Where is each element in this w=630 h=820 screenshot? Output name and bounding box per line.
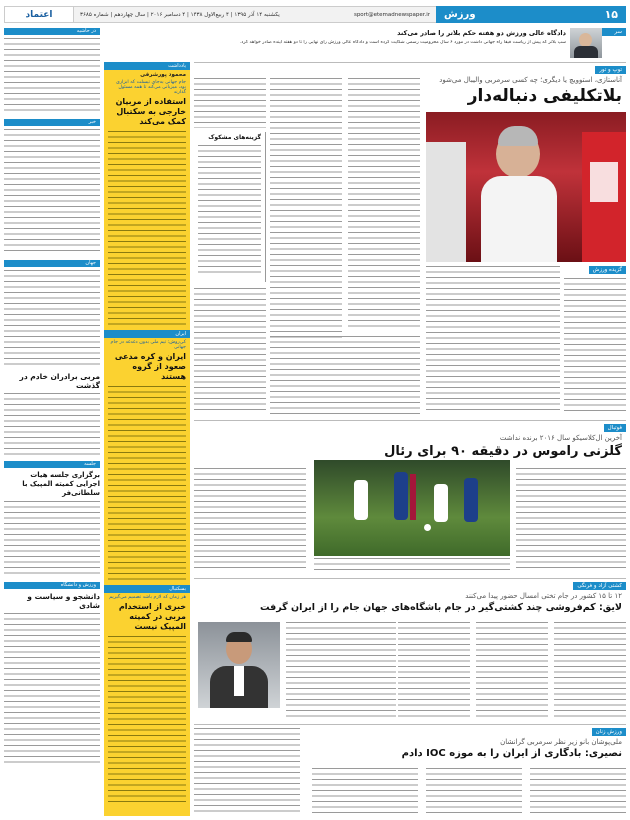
yellow-headline-2: ایران و کره مدعی صعود از گروه هستند bbox=[114, 352, 186, 381]
issue-line: یکشنبه ۱۴ آذر ۱۳۹۵ | ۴ ربیع‌الاول ۱۴۳۸ | ۴ دسامبر ۲۰۱۶ | سال چهاردهم | شماره ۳۶۸۵ bbox=[80, 11, 280, 18]
wrestling-story bbox=[194, 582, 626, 722]
ioc-text-col-3 bbox=[312, 768, 418, 814]
left-text-block-2 bbox=[4, 129, 100, 254]
wrestling-headline: لایق: کم‌فروشی چند کشتی‌گیر در جام باشگاه‌های جهان جام را از ایران گرفت bbox=[259, 602, 622, 613]
yellow-headline-1: استفاده از مربیان خارجی به سکتبال کمک می‌کند bbox=[115, 97, 186, 126]
side-box bbox=[194, 132, 266, 282]
volleyball-text-col-2 bbox=[270, 78, 342, 338]
volleyball-text-col-1 bbox=[348, 78, 420, 328]
volleyball-headline: بلاتکلیفی دنباله‌دار bbox=[467, 86, 622, 106]
yellow-text-block-3 bbox=[108, 636, 186, 806]
volleyball-kicker: توپ و تور bbox=[595, 66, 626, 74]
wrestling-text-col-4 bbox=[286, 622, 396, 720]
football-subhead: آخرین ال‌کلاسیکو سال ۲۰۱۶ برنده نداشت bbox=[499, 434, 622, 442]
author-name: محمود پورشرفی bbox=[140, 72, 186, 78]
left-kicker-1: در حاشیه bbox=[4, 28, 100, 35]
yellow-opinion-column bbox=[104, 62, 190, 816]
ioc-kicker: ورزش زنان bbox=[592, 728, 626, 736]
left-kicker-5: ورزش و دانشگاه bbox=[4, 582, 100, 589]
yellow-kicker-1: یادداشت bbox=[104, 62, 190, 70]
volleyball-side-text bbox=[564, 278, 626, 414]
ioc-text-col-4 bbox=[194, 728, 300, 814]
section-bar bbox=[436, 6, 626, 23]
volleyball-story bbox=[194, 66, 626, 418]
yellow-text-block-2 bbox=[108, 386, 186, 581]
yellow-text-block-1 bbox=[108, 131, 186, 326]
football-story bbox=[194, 424, 626, 574]
issue-meta bbox=[74, 6, 436, 23]
wrestling-official-photo bbox=[198, 622, 280, 708]
wrestling-text-col-1 bbox=[554, 622, 626, 720]
ioc-story bbox=[194, 728, 626, 816]
yellow-sub-3: هر زمان که لازم باشد تصمیم می‌گیریم bbox=[109, 595, 186, 600]
top-story bbox=[194, 28, 626, 60]
football-text-col-2 bbox=[194, 468, 306, 572]
email-link[interactable]: sport@etemadnewspaper.ir bbox=[353, 11, 430, 18]
blatter-photo bbox=[570, 28, 602, 58]
volleyball-coach-photo bbox=[426, 112, 626, 262]
left-text-block-1 bbox=[4, 38, 100, 113]
volleyball-text-col-4 bbox=[194, 288, 266, 414]
wrestling-text-col-3 bbox=[398, 622, 470, 720]
yellow-sub-2: کی‌روش: تیم ملی بدون دغدغه در جام جهانی bbox=[110, 340, 186, 350]
ioc-subhead: ملی‌پوشان بانو زیر نظر سرمربی گرانشان bbox=[500, 738, 622, 746]
top-story-headline: دادگاه عالی ورزش دو هفته حکم بلاتر را صادر می‌کند bbox=[397, 29, 566, 37]
left-news-column bbox=[4, 28, 100, 816]
left-headline-3: دانشجو و سیاست و شادی bbox=[27, 592, 100, 610]
side-box-text bbox=[198, 145, 261, 275]
side-box-title: گزینه‌های مشکوک bbox=[208, 134, 261, 141]
left-kicker-2: خبر bbox=[4, 119, 100, 126]
yellow-kicker-2: ایران bbox=[104, 330, 190, 338]
yellow-sub-1: جام جهانی به‌جای تیسلت که ابزاری بود، میزبانی می‌کند تا همه مسئول گذارند bbox=[115, 80, 186, 95]
volleyball-text-under-photo bbox=[426, 266, 560, 414]
top-story-body: سپ بلاتر که پیش از ریاست فیفا راه جهانی داشت در مورد ۶ سال محرومیت رسمی شکایت کرده است و دادگاه عالی ورزش رای نهایی را تا دو هفته آینده صادر خواهد کرد. bbox=[239, 40, 566, 45]
newspaper-logo: اعتماد bbox=[4, 6, 74, 23]
football-match-photo bbox=[314, 460, 510, 556]
volleyball-side-kicker: گزیده ورزش bbox=[589, 266, 626, 274]
left-text-block-4 bbox=[4, 393, 100, 455]
volleyball-subhead: آناستازی، استوویچ یا دیگری؛ چه کسی سرمربی والیبال می‌شود bbox=[439, 76, 622, 84]
wrestling-subhead: ۱۲ تا ۱۵ کشور در جام تختی امسال حضور پیدا می‌کنند bbox=[465, 592, 622, 600]
volleyball-text-bottom bbox=[270, 336, 420, 414]
left-kicker-4: جلسه bbox=[4, 461, 100, 468]
left-text-block-5 bbox=[4, 501, 100, 576]
football-text-col-1 bbox=[516, 468, 626, 572]
top-story-kicker: سر تیتر bbox=[602, 28, 626, 36]
left-text-block-6 bbox=[4, 613, 100, 763]
volleyball-text-col-3 bbox=[194, 78, 266, 128]
football-kicker: فوتبال bbox=[604, 424, 626, 432]
left-headline-1: مربی برادران خادم در گذشت bbox=[19, 372, 100, 390]
yellow-headline-3: خبری از استخدام مربی در کمیته المپیک نیست bbox=[118, 602, 186, 631]
ioc-text-col-2 bbox=[426, 768, 522, 814]
left-kicker-3: جهان bbox=[4, 260, 100, 267]
ioc-text-col-1 bbox=[530, 768, 626, 814]
section-title: ورزش bbox=[444, 9, 476, 20]
page-number: ۱۵ bbox=[604, 8, 618, 21]
left-text-block-3 bbox=[4, 270, 100, 368]
football-headline: گلزنی راموس در دقیقه ۹۰ برای رئال bbox=[384, 444, 622, 459]
wrestling-kicker: کشتی آزاد و فرنگی bbox=[573, 582, 626, 590]
football-caption bbox=[314, 558, 510, 572]
yellow-kicker-3: بسکتبال bbox=[104, 585, 190, 593]
left-headline-2: برگزاری جلسه هیات اجرایی کمیته المپیک با سلطانی‌فر bbox=[22, 471, 100, 497]
wrestling-text-col-2 bbox=[476, 622, 548, 720]
page-header bbox=[4, 6, 626, 23]
ioc-headline: نصیری: بادگاری از ایران را به موزه IOC دادم bbox=[401, 748, 622, 759]
